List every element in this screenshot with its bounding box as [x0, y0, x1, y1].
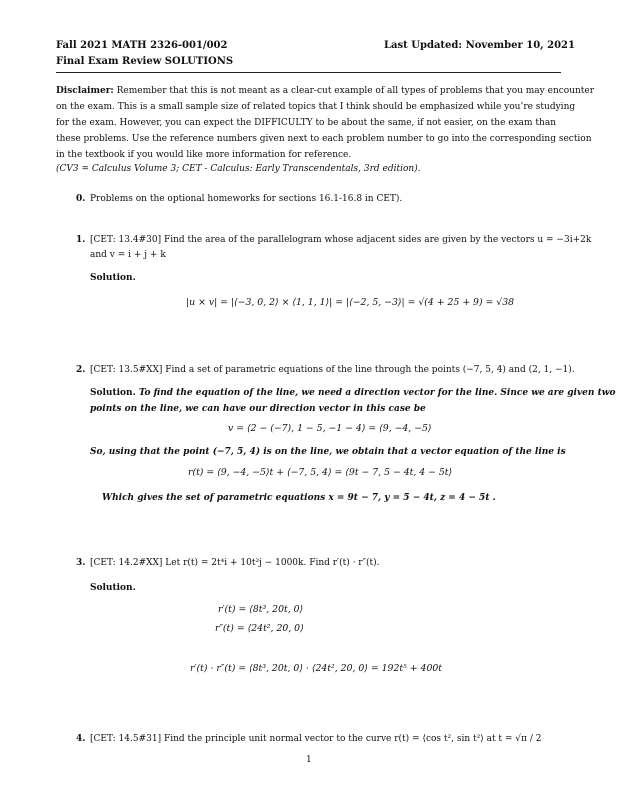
problem-1-text-1: [CET: 13.4#30] Find the area of the parallelogram whose adjacent sides are given by the vectors u = −3i+2k: [90, 235, 592, 245]
problem-2-number: 2.: [76, 365, 86, 375]
problem-3-solution-label: Solution.: [90, 583, 136, 593]
disclaimer-line-4: these problems. Use the reference numbers given next to each problem number to go into the corresponding section: [56, 134, 592, 144]
problem-2-text-1: [CET: 13.5#XX] Find a set of parametric equations of the line through the points (−7, 5, 4) and (2, 1, −1).: [90, 365, 575, 375]
problem-2-solution-line-2: points on the line, we can have our direction vector in this case be: [90, 404, 426, 414]
problem-1-equation: |u × v| = |⟨−3, 0, 2⟩ × ⟨1, 1, 1⟩| = |⟨−2, 5, −3⟩| = √(4 + 25 + 9) = √38: [186, 297, 515, 308]
problem-2-solution-text-1: To find the equation of the line, we need a direction vector for the line. Since we are given two: [135, 388, 616, 398]
problem-1-text-2: and v = i + j + k: [90, 250, 166, 260]
problem-1-solution-label: Solution.: [90, 273, 136, 283]
header-rule: [56, 72, 561, 73]
disclaimer-line-5: in the textbook if you would like more information for reference.: [56, 150, 352, 160]
problem-2-solution-label: Solution.: [90, 388, 136, 398]
problem-2-solution-line-1: [90, 385, 616, 401]
disclaimer-line-2: on the exam. This is a small sample size of related topics that I think should be emphasized while you’re studying: [56, 102, 576, 112]
disclaimer-line-3: for the exam. However, you can expect the DIFFICULTY to be about the same, if not easier, on the exam than: [56, 118, 557, 128]
problem-2-solution-line-3: So, using that the point (−7, 5, 4) is on the line, we obtain that a vector equation of the line is: [90, 447, 566, 457]
problem-2-equation-1: v = ⟨2 − (−7), 1 − 5, −1 − 4⟩ = ⟨9, −4, −5⟩: [228, 423, 432, 434]
problem-0-text: Problems on the optional homeworks for sections 16.1-16.8 in CET).: [90, 194, 403, 204]
problem-3-equation-1: r′(t) = ⟨8t³, 20t, 0⟩: [218, 604, 304, 615]
problem-1-number: 1.: [76, 235, 86, 245]
course-header: Fall 2021 MATH 2326-001/002: [56, 40, 228, 51]
disclaimer-line-1: [56, 83, 594, 99]
problem-3-text-1: [CET: 14.2#XX] Let r(t) = 2t⁴i + 10t²j − 1000k. Find r′(t) · r″(t).: [90, 558, 380, 568]
problem-3-equation-2: r″(t) = ⟨24t², 20, 0⟩: [215, 623, 304, 634]
problem-4-text-1: [CET: 14.5#31] Find the principle unit normal vector to the curve r(t) = ⟨cos t², sin t²⟩ at t = √π / 2: [90, 734, 542, 744]
problem-2-equation-2: r(t) = ⟨9, −4, −5⟩t + ⟨−7, 5, 4⟩ = ⟨9t − 7, 5 − 4t, 4 − 5t⟩: [188, 467, 453, 478]
disclaimer-text-1: Remember that this is not meant as a clear-cut example of all types of problems that you may encounter: [113, 86, 595, 96]
updated-date: Last Updated: November 10, 2021: [384, 40, 575, 51]
reference-key: (CV3 = Calculus Volume 3; CET - Calculus: Early Transcendentals, 3rd edition).: [56, 164, 421, 174]
problem-0-number: 0.: [76, 194, 86, 204]
problem-2-solution-line-4: Which gives the set of parametric equations x = 9t − 7, y = 5 − 4t, z = 4 − 5t .: [102, 493, 496, 503]
problem-3-equation-3: r′(t) · r″(t) = ⟨8t³, 20t, 0⟩ · ⟨24t², 20, 0⟩ = 192t⁵ + 400t: [190, 663, 443, 674]
document-title: Final Exam Review SOLUTIONS: [56, 56, 234, 67]
problem-3-number: 3.: [76, 558, 86, 568]
problem-4-number: 4.: [76, 734, 86, 744]
disclaimer-label: Disclaimer:: [56, 86, 114, 96]
page-number: 1: [306, 755, 312, 765]
